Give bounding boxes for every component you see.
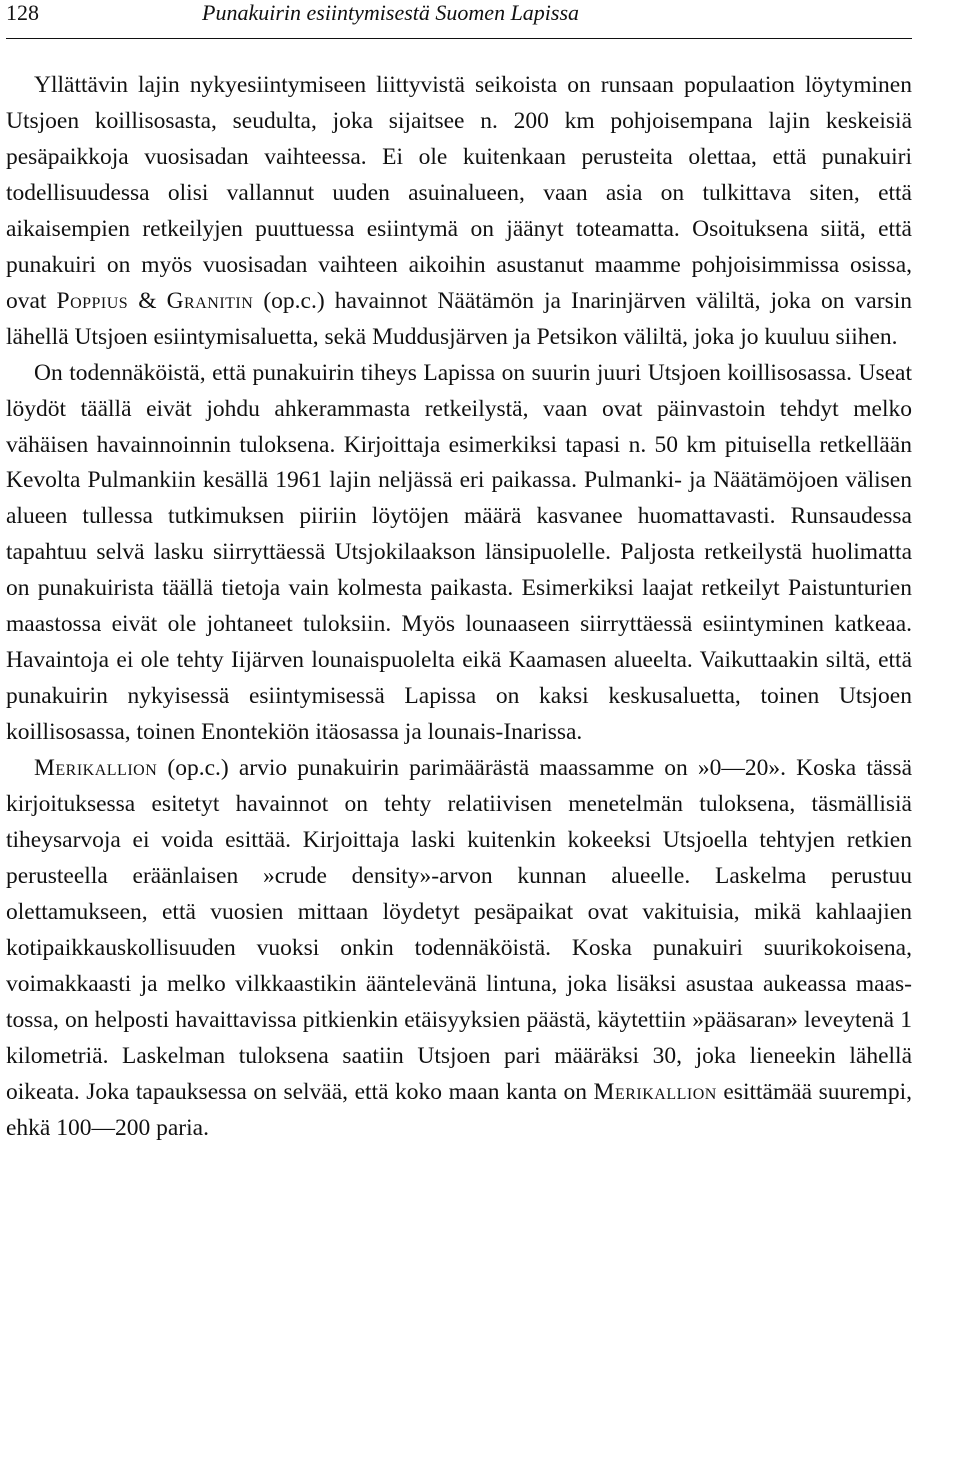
paragraph: [6, 751, 912, 1146]
author-name: Merikallion: [593, 1078, 717, 1105]
text-segment: &: [128, 287, 167, 314]
body-text: [6, 68, 912, 1147]
author-name: Granitin: [166, 287, 254, 314]
page-number: 128: [6, 0, 39, 25]
text-segment: esittämää suurempi, ehkä 100—200 paria.: [6, 1078, 912, 1141]
text-segment: On todennäköistä, että punakuirin tiheys Lapissa on suurin juuri Utsjoen koillisosassa. Useat löydöt täällä eivät johdu ahkerammasta retkeilystä, vaan ovat päinvastoin tehdyt melko vähäisen havainnoinnin tuloksena. Kirjoittaja esimerkiksi tapasi n. 50 km pituisella retkellään Kevolta Pulmankiin kesällä 1961 lajin neljässä eri paikassa. Pulmanki- ja Näätämöjoen välisen alueen tullessa tutkimuksen piiriin löytöjen määrä kasvanee huomattavasti. Runsaudessa tapahtuu selvä lasku siirryttäessä Utsjokilaakson länsipuolelle. Paljosta retkeilystä huolimatta on punakuirista täällä tietoja vain kolmesta paikasta. Esimerkiksi laajat retkeilyt Paistunturien maastossa eivät ole johtaneet tuloksiin. Myös lounaaseen siirryttäessä esiintyminen katkeaa. Havaintoja ei ole tehty Iijärven lounaispuolelta eikä Kaamasen alueelta. Vaikuttaakin siltä, että punakuirin nykyisessä esiintymisessä Lapissa on kaksi keskusaluetta, toinen Utsjoen koillisosassa, toinen Enontekiön itäosassa ja lounais-Inarissa.: [6, 359, 912, 746]
paragraph: [6, 68, 912, 356]
running-head: [6, 0, 912, 39]
author-name: Poppius: [56, 287, 129, 314]
running-title: Punakuirin esiintymisestä Suomen Lapissa: [202, 0, 580, 25]
text-segment: Yllättävin lajin nykyesiintymiseen liittyvistä seikoista on runsaan populaation löytyminen Utsjoen koillisosasta, seudulta, joka sijaitsee n. 200 km pohjoisempana lajin keskeisiä pesäpaikkoja vuosisadan vaihteessa. Ei ole kuitenkaan perusteita olettaa, että punakuiri todellisuudessa olisi vallannut uuden asuinalueen, vaan asia on tulkittava siten, että aikaisempien retkeilyjen puuttuessa esiintymä on jäänyt toteamatta. Osoituksena siitä, että punakuiri on myös vuosisadan vaihteen aikoihin asustanut maamme pohjoisimmissa osissa, ovat: [6, 72, 912, 314]
author-name: Merikallion: [34, 755, 158, 782]
paragraph: [6, 356, 912, 751]
book-page: [6, 0, 912, 1141]
text-segment: (op.c.) havainnot Näätämön ja Inarinjärven väliltä, joka on varsin lähellä Utsjoen esiintymisaluetta, sekä Muddusjärven ja Petsikon väliltä, joka jo kuuluu siihen.: [6, 287, 912, 350]
text-segment: (op.c.) arvio punakuirin parimäärästä maassamme on »0—20». Koska tässä kirjoituksessa esitetyt havainnot on tehty relatiivisen menetelmän tuloksena, täsmällisiä tiheysarvoja ei voida esittää. Kirjoittaja laski kuitenkin kokeeksi Utsjoella tehtyjen retkien perusteella eräänlaisen »crude density»-arvon kunnan alueelle. Laskelma perustuu olettamukseen, että vuosien mittaan löydetyt pesäpaikat ovat vakituisia, mikä kahlaajien kotipaikkauskollisuuden vuoksi onkin todennäköistä. Koska punakuiri suurikokoisena, voimakkaasti ja melko vilkkaastikin ääntelevänä lintuna, joka lisäksi asustaa aukeassa maastossa, on helposti havaittavissa pitkienkin etäisyyksien päästä, käytettiin »pääsaran» leveytenä 1 kilometriä. Laskelman tuloksena saatiin Utsjoen pari määräksi 30, joka lieneekin lähellä oikeata. Joka tapauksessa on selvää, että koko maan kanta on: [6, 755, 912, 1105]
